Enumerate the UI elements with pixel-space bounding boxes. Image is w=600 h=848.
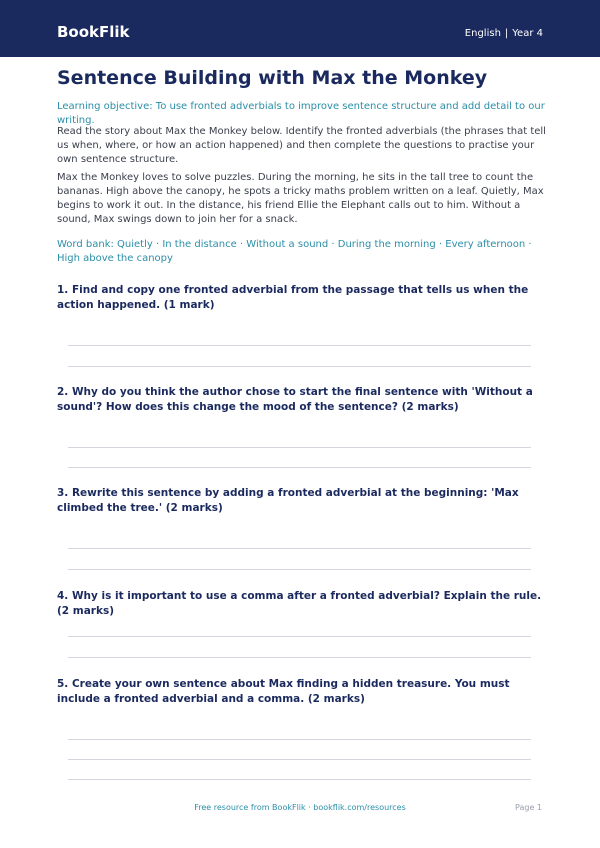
subject-label: English <box>464 28 501 39</box>
brand-logo-text: BookFlik <box>57 23 130 41</box>
question-1: 1. Find and copy one fronted adverbial from the passage that tells us when the action happened. (1 mark) <box>57 284 529 311</box>
answer-line[interactable] <box>68 345 531 346</box>
question-5: 5. Create your own sentence about Max finding a hidden treasure. You must include a fronted adverbial and a comma. (2 marks) <box>57 678 510 705</box>
answer-line[interactable] <box>68 366 531 367</box>
answer-line[interactable] <box>68 657 531 658</box>
subject-year-label <box>465 27 543 41</box>
learning-objective: Learning objective: To use fronted adverbials to improve sentence structure and add detail to our writing. <box>57 101 545 126</box>
answer-line[interactable] <box>68 548 531 549</box>
page-title: Sentence Building with Max the Monkey <box>57 67 488 89</box>
story-passage: Max the Monkey loves to solve puzzles. During the morning, he sits in the tall tree to count the bananas. High above the canopy, he spots a tricky maths problem written on a leaf. Quietly, Max begins to work it out. In the distance, his friend Ellie the Elephant calls out to him. Without a sound, Max swings down to join her for a snack. <box>57 172 544 225</box>
page-number: Page 1 <box>515 803 542 812</box>
word-bank: Word bank: Quietly · In the distance · Without a sound · During the morning · Every afternoon · High above the canopy <box>57 239 532 264</box>
answer-line[interactable] <box>68 779 531 780</box>
footer-credit: Free resource from BookFlik · bookflik.com/resources <box>194 803 406 812</box>
intro-paragraph: Read the story about Max the Monkey below. Identify the fronted adverbials (the phrases that tell us when, where, or how an action happened) and then complete the questions to practise your own sentence structure. <box>57 126 546 165</box>
question-4: 4. Why is it important to use a comma after a fronted adverbial? Explain the rule. (2 marks) <box>57 590 542 617</box>
page-header <box>0 0 600 57</box>
answer-line[interactable] <box>68 739 531 740</box>
question-3: 3. Rewrite this sentence by adding a fronted adverbial at the beginning: 'Max climbed the tree.' (2 marks) <box>57 487 519 514</box>
year-label: Year 4 <box>512 28 543 39</box>
answer-line[interactable] <box>68 467 531 468</box>
answer-line[interactable] <box>68 569 531 570</box>
question-2: 2. Why do you think the author chose to start the final sentence with 'Without a sound'? How does this change the mood of the sentence? (2 marks) <box>57 386 533 413</box>
answer-line[interactable] <box>68 759 531 760</box>
answer-line[interactable] <box>68 636 531 637</box>
answer-line[interactable] <box>68 447 531 448</box>
meta-separator: | <box>504 28 509 39</box>
